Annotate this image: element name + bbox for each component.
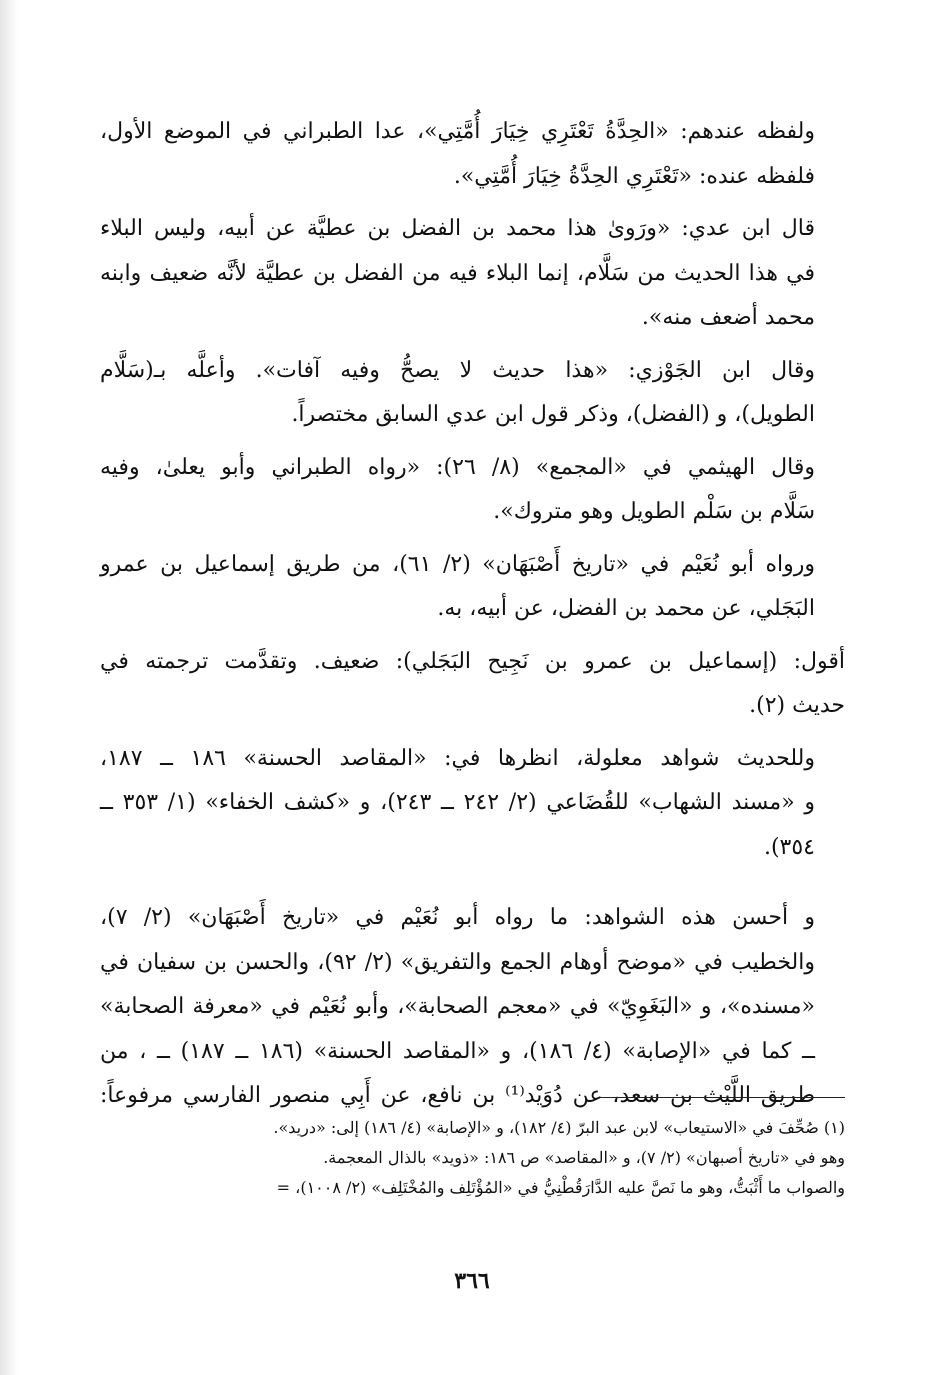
- text-line: «مسنده»، و «البَغَوِيّ» في «معجم الصحابة»، وأبو نُعَيْم في «معرفة الصحابة»: [100, 994, 815, 1019]
- page-number: ٣٦٦: [454, 1268, 490, 1294]
- text-line: و أحسن هذه الشواهد: ما رواه أبو نُعَيْم في «تاريخ أَصْبَهَان» (٢/ ٧)،: [100, 905, 816, 930]
- main-text: [100, 110, 845, 1127]
- paragraph-2: [100, 207, 845, 341]
- text-line: قال ابن عدي: «ورَوىٰ هذا محمد بن الفضل بن عطيَّة عن أبيه، وليس البلاء: [100, 216, 815, 241]
- text-line: وقال الهيثمي في «المجمع» (٨/ ٢٦): «رواه الطبراني وأبو يعلىٰ، وفيه: [100, 454, 816, 480]
- footnote-line: وهو في «تاريخ أصبهان» (٢/ ٧)، و «المقاصد» ص ١٨٦: «ذويد» بالذال المعجمة.: [323, 1148, 845, 1167]
- text-line: ولفظه عندهم: «الحِدَّةُ تَعْتَرِي خِيَارَ أُمَّتِي»، عدا الطبراني في الموضع الأول،: [100, 119, 815, 144]
- text-line: سَلَّام بن سَلْم الطويل وهو متروك».: [493, 499, 815, 524]
- paragraph-6: [100, 640, 845, 729]
- text-line: فلفظه عنده: «تَعْتَرِي الحِدَّةُ خِيَارَ أُمَّتِي».: [453, 163, 815, 189]
- text-line: ورواه أبو نُعَيْم في «تاريخ أَصْبَهَان» (٢/ ٦١)، من طريق إسماعيل بن عمرو: [100, 551, 815, 577]
- text-line: أقول: (إسماعيل بن عمرو بن نَجِيح البَجَلي): ضعيف. وتقدَّمت ترجمته في: [100, 648, 845, 674]
- paragraph-4: [100, 446, 845, 535]
- footnote-divider: [600, 1097, 845, 1098]
- paragraph-5: [100, 543, 845, 632]
- text-line: والخطيب في «موضح أوهام الجمع والتفريق» (٢/ ٩٢)، والحسن بن سفيان في: [100, 949, 815, 975]
- paragraph-3: [100, 349, 845, 438]
- text-line: البَجَلي، عن محمد بن الفضل، عن أبيه، به.: [437, 596, 815, 621]
- footnote-line: (١) صُحِّفَ في «الاستيعاب» لابن عبد البرّ (٤/ ١٨٢)، و «الإصابة» (٤/ ١٨٦) إلى: «دريد».: [273, 1118, 845, 1137]
- text-line: ــ كما في «الإصابة» (٤/ ١٨٦)، و «المقاصد الحسنة» (١٨٦ ــ ١٨٧) ــ ، من: [100, 1038, 815, 1064]
- paragraph-7: [100, 737, 845, 871]
- paragraph-8: [100, 896, 845, 1119]
- text-line: طريق اللَّيْث بن سعد، عن دُوَيْد⁽¹⁾ بن نافع، عن أَبِي منصور الفارسي مرفوعاً:: [100, 1083, 816, 1108]
- text-line: في هذا الحديث من سَلَّام، إنما البلاء فيه من الفضل بن عطيَّة لأنَّه ضعيف وابنه: [100, 260, 815, 286]
- text-line: وقال ابن الجَوْزي: «هذا حديث لا يصحُّ وفيه آفات». وأعلَّه بـ(سَلَّام: [100, 357, 815, 383]
- text-line: محمد أضعف منه».: [641, 305, 815, 330]
- text-line: الطويل)، و (الفضل)، وذكر قول ابن عدي السابق مختصراً.: [291, 402, 815, 427]
- scan-shadow: [0, 0, 18, 1375]
- text-line: وللحديث شواهد معلولة، انظرها في: «المقاصد الحسنة» ١٨٦ ــ ١٨٧،: [100, 745, 815, 771]
- footnotes: [100, 1113, 845, 1203]
- paragraph-1: [100, 110, 845, 199]
- text-line: حديث (٢).: [749, 693, 845, 718]
- footnote-line: والصواب ما أَثْبَتُّ، وهو ما نَصَّ عليه الدَّارَقُطْنِيُّ في «المُؤْتَلِف والمُخْتَلِف» (٢/ ١٠٠٨)، =: [276, 1178, 845, 1197]
- text-line: و «مسند الشهاب» للقُضَاعي (٢/ ٢٤٢ ــ ٢٤٣)، و «كشف الخفاء» (١/ ٣٥٣ ــ: [100, 790, 815, 815]
- text-line: ٣٥٤).: [763, 834, 815, 860]
